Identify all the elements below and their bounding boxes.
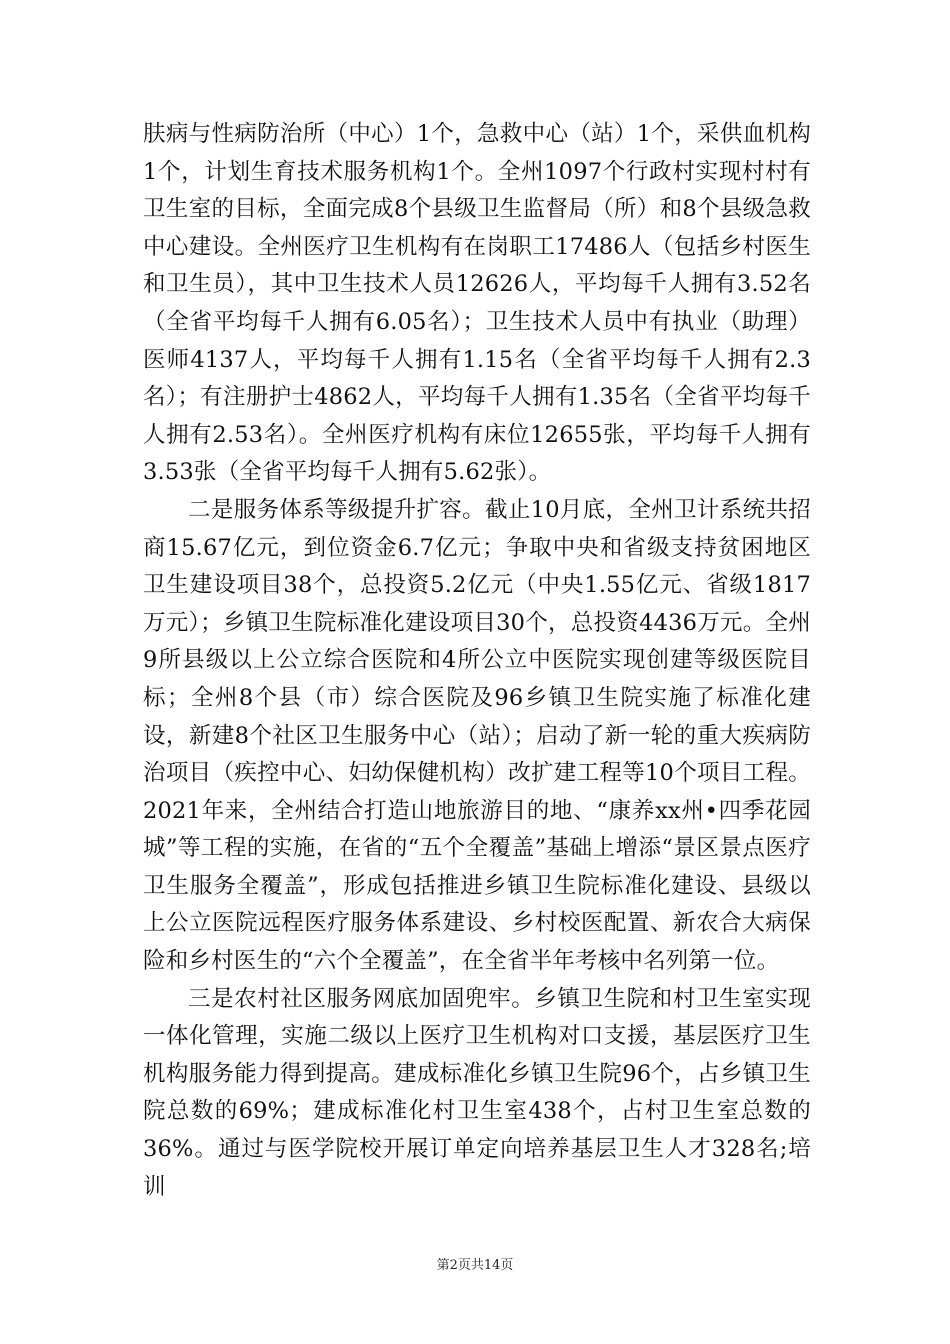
document-body — [143, 116, 811, 1206]
paragraph-continuation: 肤病与性病防治所（中心）1个，急救中心（站）1个，采供血机构1个，计划生育技术服务机构1个。全州1097个行政村实现村村有卫生室的目标，全面完成8个县级卫生监督局（所）和8个县级急救中心建设。全州医疗卫生机构有在岗职工17486人（包括乡村医生和卫生员），其中卫生技术人员12626人，平均每千人拥有3.52名（全省平均每千人拥有6.05名）；卫生技术人员中有执业（助理）医师4137人，平均每千人拥有1.15名（全省平均每千人拥有2.3名）；有注册护士4862人，平均每千人拥有1.35名（全省平均每千人拥有2.53名）。全州医疗机构有床位12655张，平均每千人拥有3.53张（全省平均每千人拥有5.62张）。 — [143, 121, 811, 486]
paragraph-service-system: 二是服务体系等级提升扩容。截止10月底，全州卫计系统共招商15.67亿元，到位资金6.7亿元；争取中央和省级支持贫困地区卫生建设项目38个，总投资5.2亿元（中央1.55亿元、省级1817万元）；乡镇卫生院标准化建设项目30个，总投资4436万元。全州9所县级以上公立综合医院和4所公立中医院实现创建等级医院目标；全州8个县（市）综合医院及96乡镇卫生院实施了标准化建设，新建8个社区卫生服务中心（站）；启动了新一轮的重大疾病防治项目（疾控中心、妇幼保健机构）改扩建工程等10个项目工程。2021年来，全州结合打造山地旅游目的地、“康养xx州•四季花园城”等工程的实施，在省的“五个全覆盖”基础上增添“景区景点医疗卫生服务全覆盖”，形成包括推进乡镇卫生院标准化建设、县级以上公立医院远程医疗服务体系建设、乡村校医配置、新农合大病保险和乡村医生的“六个全覆盖”，在全省半年考核中名列第一位。 — [143, 496, 811, 975]
page-footer: 第2页共14页 — [436, 1258, 514, 1273]
paragraph-rural-network: 三是农村社区服务网底加固兜牢。乡镇卫生院和村卫生室实现一体化管理，实施二级以上医疗卫生机构对口支援，基层医疗卫生机构服务能力得到提高。建成标准化乡镇卫生院96个，占乡镇卫生院总数的69%；建成标准化村卫生室438个，占村卫生室总数的36%。通过与医学院校开展订单定向培养基层卫生人才328名;培训 — [143, 985, 811, 1200]
